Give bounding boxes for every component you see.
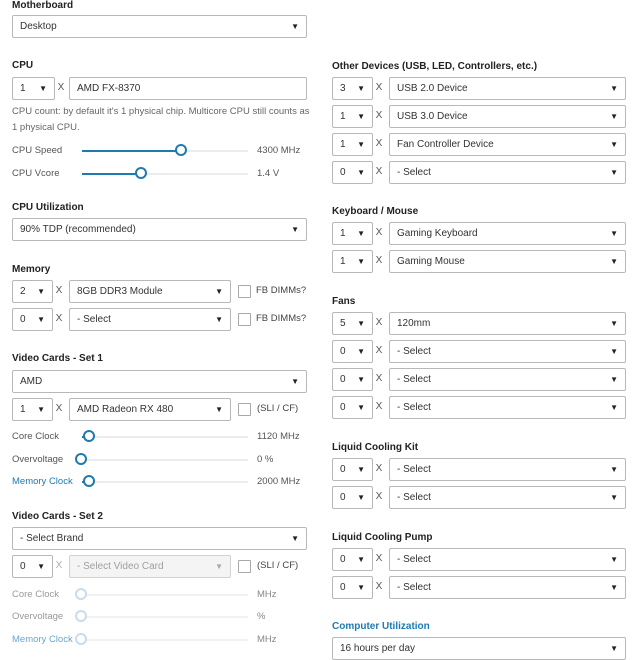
other-device-value: Fan Controller Device (397, 139, 494, 150)
cpu-model-input[interactable]: AMD FX-8370 (69, 77, 307, 100)
core-clock-value: 1120 MHz (257, 431, 300, 442)
multiply-symbol: X (375, 317, 383, 328)
chevron-down-icon: ▼ (215, 315, 223, 324)
liquid-pump-select[interactable] (389, 576, 626, 599)
video-set1-title: Video Cards - Set 1 (12, 353, 103, 364)
cpu-count-value: 1 (20, 83, 26, 94)
multiply-symbol: X (375, 227, 383, 238)
chevron-down-icon: ▼ (610, 229, 618, 238)
chevron-down-icon: ▼ (610, 140, 618, 149)
other-device-value: USB 2.0 Device (397, 83, 468, 94)
chevron-down-icon: ▼ (357, 583, 365, 592)
chevron-down-icon: ▼ (291, 377, 299, 386)
video-set1-count-select[interactable] (12, 398, 53, 421)
chevron-down-icon: ▼ (357, 140, 365, 149)
video-set2-title: Video Cards - Set 2 (12, 511, 103, 522)
other-device-count-select[interactable] (332, 77, 373, 100)
chevron-down-icon: ▼ (610, 555, 618, 564)
cpu-count-note: CPU count: by default it's 1 physical chip. Multicore CPU still counts as 1 physical CPU. (12, 106, 310, 133)
mouse-count-value: 1 (340, 256, 346, 267)
fan-value: - Select (397, 374, 431, 385)
chevron-down-icon: ▼ (610, 644, 618, 653)
chevron-down-icon: ▼ (357, 257, 365, 266)
other-device-count-select[interactable] (332, 133, 373, 156)
overvoltage-label: Overvoltage (12, 454, 64, 465)
fan-count-select[interactable] (332, 340, 373, 363)
other-device-count-value: 1 (340, 139, 346, 150)
multiply-symbol: X (375, 373, 383, 384)
chevron-down-icon: ▼ (610, 403, 618, 412)
cpu-speed-slider-handle[interactable] (175, 144, 187, 156)
memory-clock-slider-handle[interactable] (75, 633, 87, 645)
keyboard-mouse-title: Keyboard / Mouse (332, 206, 419, 217)
motherboard-value: Desktop (20, 21, 57, 32)
chevron-down-icon: ▼ (37, 405, 45, 414)
sli-cf-label: (SLI / CF) (257, 403, 299, 414)
memory-module-value: 8GB DDR3 Module (77, 286, 163, 297)
liquid-kit-title: Liquid Cooling Kit (332, 442, 419, 453)
memory-count-value: 2 (20, 286, 26, 297)
multiply-symbol: X (375, 110, 383, 121)
chevron-down-icon: ▼ (357, 319, 365, 328)
video-set2-card-select[interactable] (69, 555, 231, 578)
fan-value: - Select (397, 346, 431, 357)
motherboard-title: Motherboard (12, 0, 74, 11)
memory-clock-slider-handle[interactable] (83, 475, 95, 487)
video-set2-count-select[interactable] (12, 555, 53, 578)
chevron-down-icon: ▼ (610, 112, 618, 121)
liquid-kit-select[interactable] (389, 458, 626, 481)
chevron-down-icon: ▼ (215, 562, 223, 571)
multiply-symbol: X (375, 491, 383, 502)
computer-utilization-select[interactable] (332, 637, 626, 660)
video-set1-card-select[interactable] (69, 398, 231, 421)
liquid-pump-count-select[interactable] (332, 548, 373, 571)
memory-count-select[interactable] (12, 280, 53, 303)
cpu-utilization-select[interactable] (12, 218, 307, 241)
memory-module-select[interactable] (69, 308, 231, 331)
cpu-title: CPU (12, 60, 34, 71)
keyboard-count-select[interactable] (332, 222, 373, 245)
other-devices-title: Other Devices (USB, LED, Controllers, etc.) (332, 61, 538, 72)
liquid-kit-value: - Select (397, 464, 431, 475)
mouse-value: Gaming Mouse (397, 256, 465, 267)
multiply-symbol: X (375, 581, 383, 592)
liquid-kit-count-select[interactable] (332, 486, 373, 509)
keyboard-count-value: 1 (340, 228, 346, 239)
fan-count-select[interactable] (332, 368, 373, 391)
other-device-select[interactable] (389, 133, 626, 156)
video-set2-brand-value: - Select Brand (20, 533, 84, 544)
chevron-down-icon: ▼ (610, 493, 618, 502)
memory-count-select[interactable] (12, 308, 53, 331)
cpu-count-select[interactable] (12, 77, 55, 100)
chevron-down-icon: ▼ (357, 375, 365, 384)
overvoltage-track (82, 616, 248, 618)
fan-select[interactable] (389, 396, 626, 419)
chevron-down-icon: ▼ (357, 347, 365, 356)
cpu-speed-fill (82, 150, 182, 152)
chevron-down-icon: ▼ (37, 315, 45, 324)
overvoltage-value: % (257, 611, 266, 622)
multiply-symbol: X (55, 560, 63, 571)
chevron-down-icon: ▼ (215, 287, 223, 296)
multiply-symbol: X (375, 345, 383, 356)
memory-clock-track (82, 481, 248, 483)
fan-select[interactable] (389, 368, 626, 391)
fan-value: - Select (397, 402, 431, 413)
multiply-symbol: X (55, 313, 63, 324)
liquid-kit-count-select[interactable] (332, 458, 373, 481)
cpu-speed-value: 4300 MHz (257, 145, 301, 156)
core-clock-label: Core Clock (12, 431, 59, 442)
cpu-vcore-fill (82, 173, 141, 175)
chevron-down-icon: ▼ (357, 493, 365, 502)
chevron-down-icon: ▼ (291, 225, 299, 234)
video-set1-count-value: 1 (20, 404, 26, 415)
multiply-symbol: X (375, 401, 383, 412)
other-device-value: USB 3.0 Device (397, 111, 468, 122)
motherboard-select[interactable] (12, 15, 307, 38)
memory-clock-value: MHz (257, 634, 277, 645)
chevron-down-icon: ▼ (37, 287, 45, 296)
chevron-down-icon: ▼ (357, 229, 365, 238)
computer-utilization-title: Computer Utilization (332, 621, 430, 632)
mouse-select[interactable] (389, 250, 626, 273)
other-device-count-value: 0 (340, 167, 346, 178)
cpu-vcore-label: CPU Vcore (12, 168, 60, 179)
memory-clock-label: Memory Clock (12, 476, 73, 487)
chevron-down-icon: ▼ (357, 403, 365, 412)
chevron-down-icon: ▼ (610, 84, 618, 93)
computer-utilization-value: 16 hours per day (340, 643, 416, 654)
cpu-utilization-title: CPU Utilization (12, 202, 84, 213)
other-device-select[interactable] (389, 77, 626, 100)
overvoltage-value: 0 % (257, 454, 274, 465)
liquid-kit-value: - Select (397, 492, 431, 503)
liquid-pump-count-select[interactable] (332, 576, 373, 599)
sli-cf-checkbox[interactable] (238, 560, 251, 573)
liquid-pump-count-value: 0 (340, 582, 346, 593)
chevron-down-icon: ▼ (291, 534, 299, 543)
memory-module-select[interactable] (69, 280, 231, 303)
chevron-down-icon: ▼ (610, 257, 618, 266)
fan-value: 120mm (397, 318, 431, 329)
chevron-down-icon: ▼ (610, 583, 618, 592)
chevron-down-icon: ▼ (610, 168, 618, 177)
fb-dimms-label: FB DIMMs? (256, 313, 307, 324)
multiply-symbol: X (55, 403, 63, 414)
video-set1-brand-value: AMD (20, 376, 43, 387)
core-clock-track (82, 594, 248, 596)
fan-count-value: 5 (340, 318, 346, 329)
memory-count-value: 0 (20, 314, 26, 325)
chevron-down-icon: ▼ (610, 375, 618, 384)
chevron-down-icon: ▼ (357, 168, 365, 177)
other-device-count-select[interactable] (332, 105, 373, 128)
chevron-down-icon: ▼ (291, 22, 299, 31)
video-set2-count-value: 0 (20, 561, 26, 572)
chevron-down-icon: ▼ (610, 319, 618, 328)
other-device-select[interactable] (389, 105, 626, 128)
fan-count-value: 0 (340, 374, 346, 385)
other-device-value: - Select (397, 167, 431, 178)
other-device-select[interactable] (389, 161, 626, 184)
overvoltage-label: Overvoltage (12, 611, 64, 622)
core-clock-track (82, 436, 248, 438)
memory-title: Memory (12, 264, 51, 275)
liquid-pump-value: - Select (397, 582, 431, 593)
liquid-pump-select[interactable] (389, 548, 626, 571)
fb-dimms-checkbox[interactable] (238, 313, 251, 326)
chevron-down-icon: ▼ (215, 405, 223, 414)
liquid-kit-select[interactable] (389, 486, 626, 509)
memory-clock-track (82, 639, 248, 641)
memory-clock-value: 2000 MHz (257, 476, 301, 487)
fan-count-value: 0 (340, 402, 346, 413)
liquid-kit-count-value: 0 (340, 492, 346, 503)
video-set2-brand-select[interactable] (12, 527, 307, 550)
chevron-down-icon: ▼ (610, 465, 618, 474)
cpu-vcore-slider-handle[interactable] (135, 167, 147, 179)
core-clock-slider-handle[interactable] (83, 430, 95, 442)
chevron-down-icon: ▼ (357, 555, 365, 564)
fb-dimms-checkbox[interactable] (238, 285, 251, 298)
fan-select[interactable] (389, 340, 626, 363)
chevron-down-icon: ▼ (357, 465, 365, 474)
keyboard-value: Gaming Keyboard (397, 228, 478, 239)
fan-count-value: 0 (340, 346, 346, 357)
liquid-kit-count-value: 0 (340, 464, 346, 475)
fb-dimms-label: FB DIMMs? (256, 285, 307, 296)
overvoltage-track (82, 459, 248, 461)
multiply-symbol: X (375, 138, 383, 149)
other-device-count-select[interactable] (332, 161, 373, 184)
video-set2-card-value: - Select Video Card (77, 561, 164, 572)
core-clock-label: Core Clock (12, 589, 59, 600)
overvoltage-slider-handle[interactable] (75, 610, 87, 622)
multiply-symbol: X (55, 285, 63, 296)
core-clock-value: MHz (257, 589, 277, 600)
other-device-count-value: 1 (340, 111, 346, 122)
memory-clock-label: Memory Clock (12, 634, 73, 645)
memory-module-value: - Select (77, 314, 111, 325)
chevron-down-icon: ▼ (357, 112, 365, 121)
chevron-down-icon: ▼ (610, 347, 618, 356)
cpu-utilization-value: 90% TDP (recommended) (20, 224, 136, 235)
chevron-down-icon: ▼ (357, 84, 365, 93)
chevron-down-icon: ▼ (39, 84, 47, 93)
multiply-symbol: X (375, 255, 383, 266)
liquid-pump-count-value: 0 (340, 554, 346, 565)
cpu-vcore-value: 1.4 V (257, 168, 280, 179)
core-clock-slider-handle[interactable] (75, 588, 87, 600)
mouse-count-select[interactable] (332, 250, 373, 273)
keyboard-select[interactable] (389, 222, 626, 245)
video-set1-brand-select[interactable] (12, 370, 307, 393)
overvoltage-slider-handle[interactable] (75, 453, 87, 465)
fans-title: Fans (332, 296, 356, 307)
other-device-count-value: 3 (340, 83, 346, 94)
multiply-symbol: X (375, 463, 383, 474)
chevron-down-icon: ▼ (37, 562, 45, 571)
liquid-pump-title: Liquid Cooling Pump (332, 532, 433, 543)
fan-select[interactable] (389, 312, 626, 335)
liquid-pump-value: - Select (397, 554, 431, 565)
sli-cf-label: (SLI / CF) (257, 560, 299, 571)
multiply-symbol: X (57, 82, 65, 93)
cpu-speed-label: CPU Speed (12, 145, 63, 156)
fan-count-select[interactable] (332, 312, 373, 335)
multiply-symbol: X (375, 166, 383, 177)
sli-cf-checkbox[interactable] (238, 403, 251, 416)
fan-count-select[interactable] (332, 396, 373, 419)
multiply-symbol: X (375, 553, 383, 564)
multiply-symbol: X (375, 82, 383, 93)
video-set1-card-value: AMD Radeon RX 480 (77, 404, 174, 415)
